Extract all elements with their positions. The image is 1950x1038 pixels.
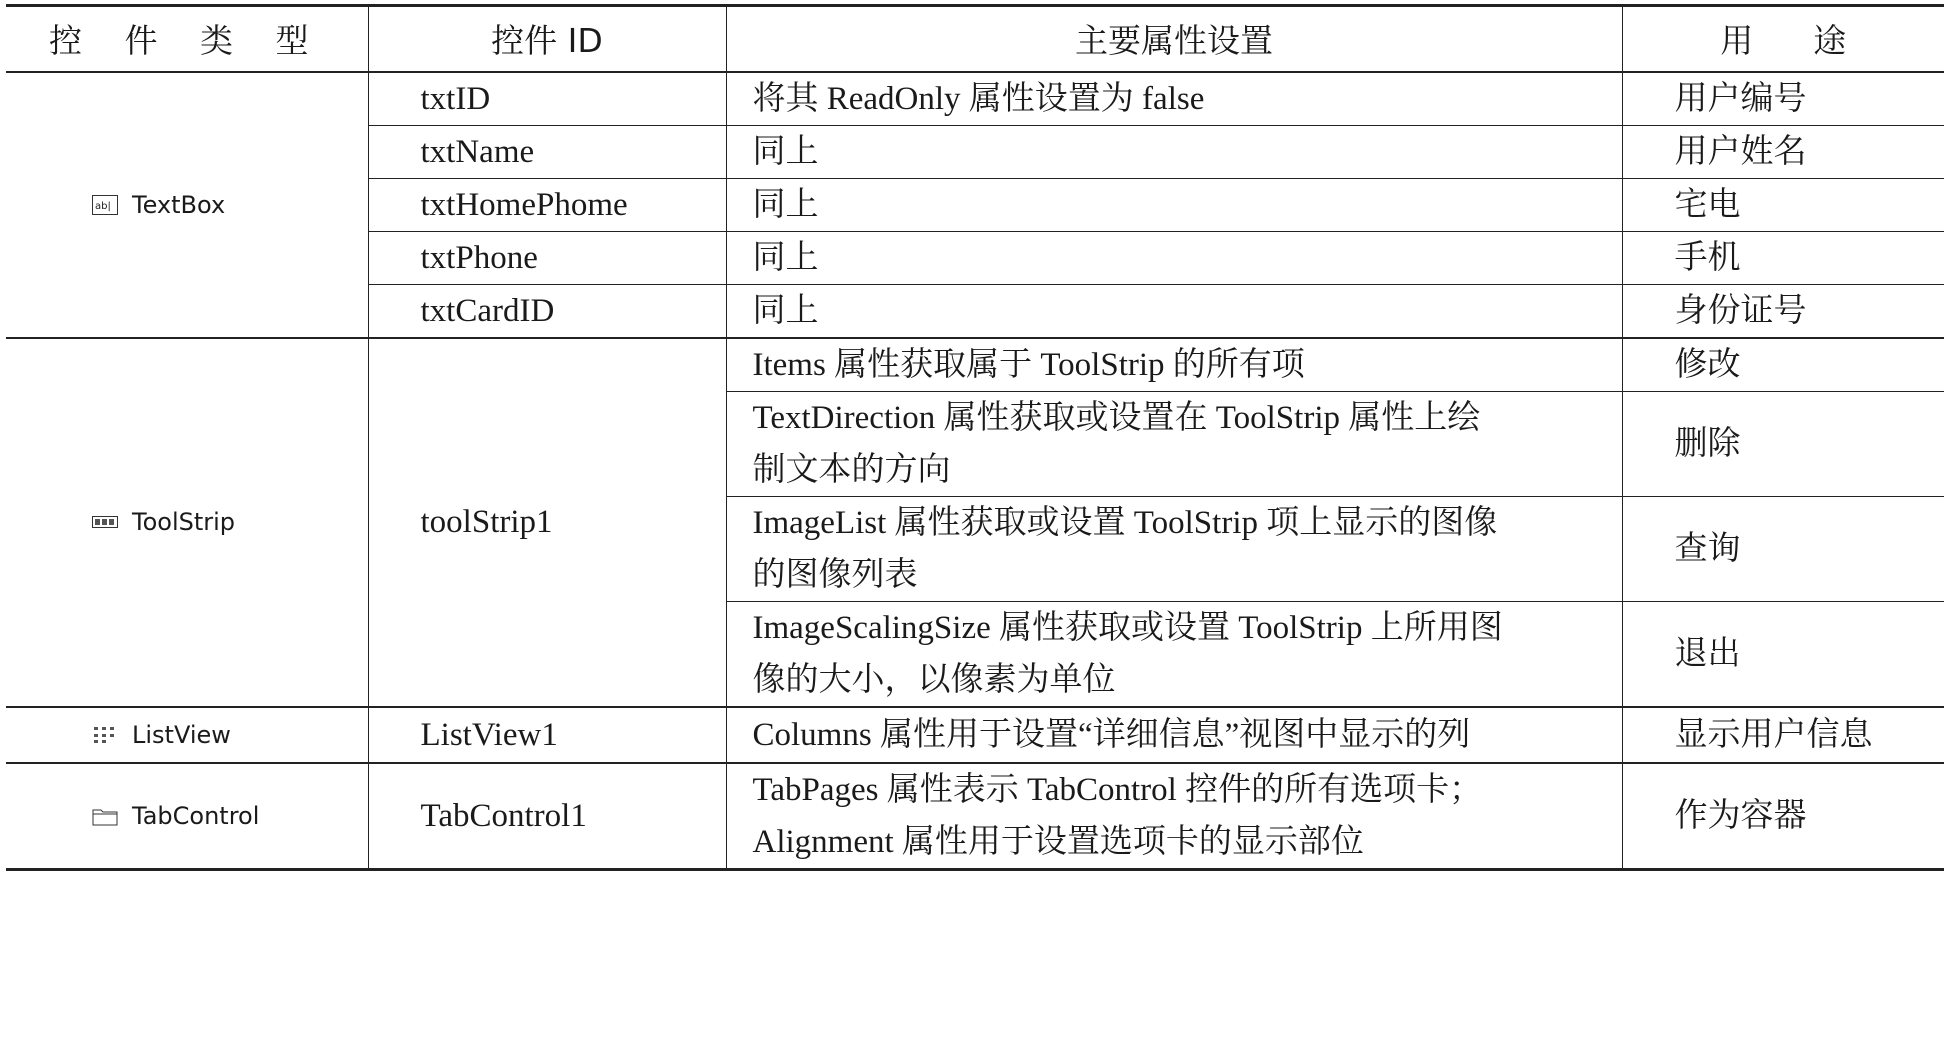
property-desc (726, 763, 1622, 870)
control-id: txtCardID (368, 284, 726, 338)
svg-text:ab|: ab| (95, 200, 111, 212)
table-row (6, 72, 1944, 126)
usage: 作为容器 (1622, 763, 1944, 870)
control-type-textbox: ab| TextBox (6, 72, 368, 338)
control-id: toolStrip1 (368, 338, 726, 707)
header-row (6, 6, 1944, 72)
header-control-id: 控件 ID (368, 6, 726, 72)
usage: 手机 (1622, 231, 1944, 284)
property-desc-line: TextDirection 属性获取或设置在 ToolStrip 属性上绘 (752, 399, 1481, 436)
property-desc: 同上 (726, 284, 1622, 338)
textbox-icon (92, 195, 118, 215)
listview-icon (92, 725, 118, 745)
property-desc (726, 601, 1622, 707)
usage: 删除 (1622, 391, 1944, 496)
usage: 用户编号 (1622, 72, 1944, 126)
usage: 显示用户信息 (1622, 707, 1944, 763)
toolstrip-icon (92, 512, 118, 532)
property-desc (726, 496, 1622, 601)
control-id: ListView1 (368, 707, 726, 763)
usage: 修改 (1622, 338, 1944, 392)
property-desc: 将其 ReadOnly 属性设置为 false (726, 72, 1622, 126)
header-main-properties: 主要属性设置 (726, 6, 1622, 72)
table-row (6, 763, 1944, 870)
property-desc (726, 391, 1622, 496)
usage: 用户姓名 (1622, 125, 1944, 178)
property-desc-line: 的图像列表 (752, 556, 918, 593)
property-desc-line: 制文本的方向 (752, 451, 951, 488)
property-desc: 同上 (726, 231, 1622, 284)
property-desc: 同上 (726, 125, 1622, 178)
property-desc-line: TabPages 属性表示 TabControl 控件的所有选项卡； (752, 771, 1483, 808)
tabcontrol-icon (92, 806, 118, 826)
usage: 退出 (1622, 601, 1944, 707)
usage: 宅电 (1622, 178, 1944, 231)
property-desc-line: ImageScalingSize 属性获取或设置 ToolStrip 上所用图 (752, 609, 1503, 646)
control-type-tabcontrol: TabControl (6, 763, 368, 870)
header-usage: 用 途 (1622, 6, 1944, 72)
property-desc-line: 像的大小，以像素为单位 (752, 661, 1116, 698)
header-control-type: 控 件 类 型 (6, 6, 368, 72)
control-id: txtName (368, 125, 726, 178)
control-id: txtPhone (368, 231, 726, 284)
property-desc: 同上 (726, 178, 1622, 231)
control-type-listview: ListView (6, 707, 368, 763)
table-row (6, 338, 1944, 392)
control-id: TabControl1 (368, 763, 726, 870)
property-desc-line: Alignment 属性用于设置选项卡的显示部位 (752, 823, 1364, 860)
table-row (6, 707, 1944, 763)
property-desc-line: ImageList 属性获取或设置 ToolStrip 项上显示的图像 (752, 504, 1498, 541)
property-desc: Items 属性获取属于 ToolStrip 的所有项 (726, 338, 1622, 392)
usage: 身份证号 (1622, 284, 1944, 338)
control-id: txtHomePhome (368, 178, 726, 231)
usage: 查询 (1622, 496, 1944, 601)
property-desc: Columns 属性用于设置“详细信息”视图中显示的列 (726, 707, 1622, 763)
control-properties-table (6, 4, 1944, 871)
control-id: txtID (368, 72, 726, 126)
control-type-toolstrip: ToolStrip (6, 338, 368, 707)
